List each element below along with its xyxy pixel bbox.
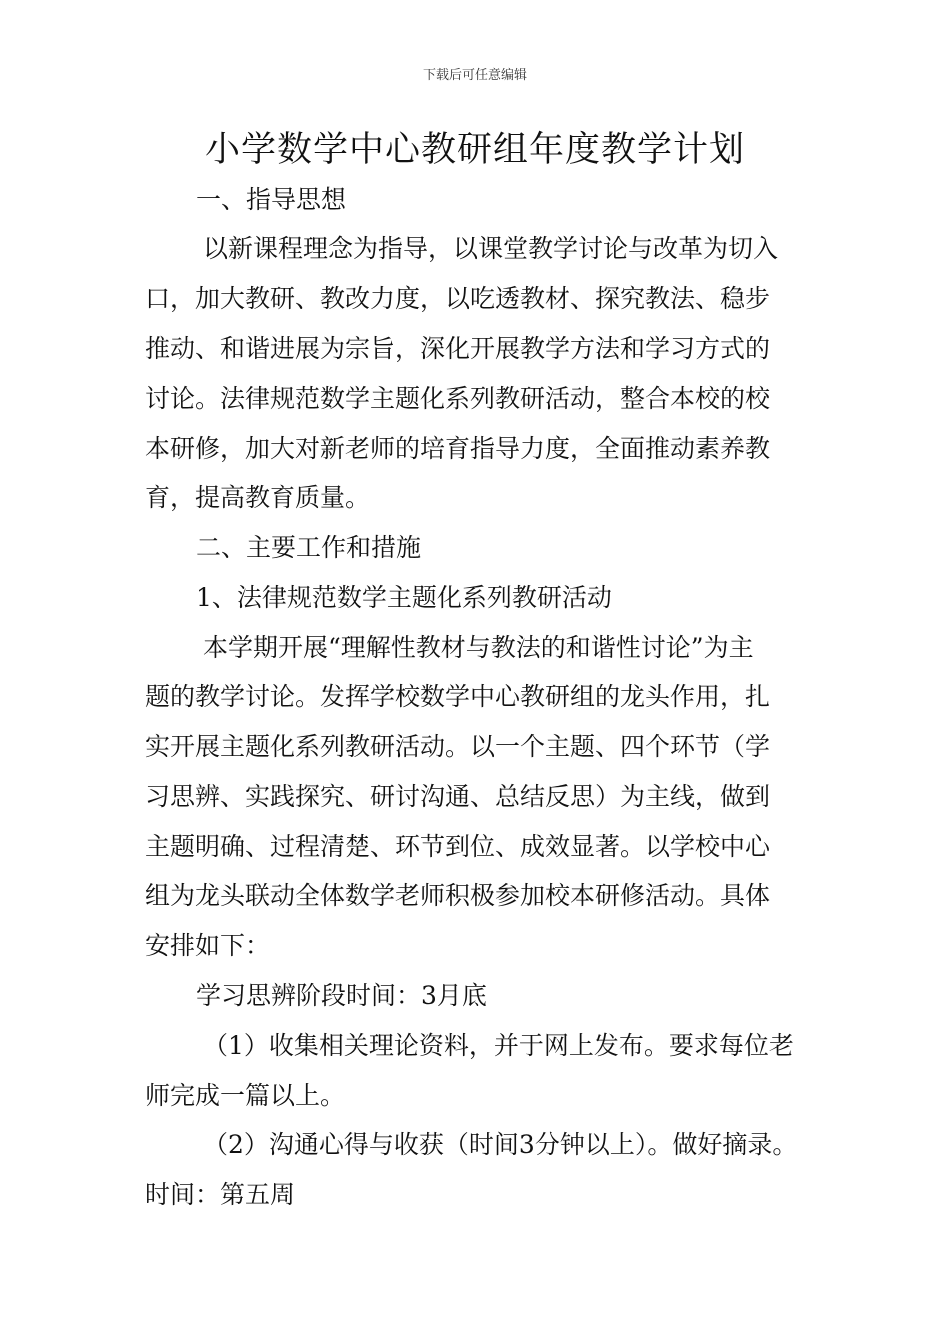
list-item-line: （2）沟通心得与收获（时间3分钟以上）。做好摘录。 <box>203 1130 798 1159</box>
list-item-line: 时间：第五周 <box>145 1180 296 1209</box>
paragraph-line: 以新课程理念为指导，以课堂教学讨论与改革为切入 <box>203 234 779 263</box>
list-item-line: （1）收集相关理论资料，并于网上发布。要求每位老 <box>203 1031 794 1060</box>
header-note: 下载后可任意编辑 <box>422 68 527 83</box>
paragraph-line: 育，提高教育质量。 <box>145 483 371 512</box>
section-heading-guiding-thought: 一、指导思想 <box>196 185 347 214</box>
paragraph-line: 口，加大教研、教改力度，以吃透教材、探究教法、稳步 <box>145 284 771 313</box>
paragraph-line: 主题明确、过程清楚、环节到位、成效显著。以学校中心 <box>145 832 771 861</box>
paragraph-line: 题的教学讨论。发挥学校数学中心教研组的龙头作用，扎 <box>145 682 771 711</box>
stage-heading: 学习思辨阶段时间：3月底 <box>196 981 487 1010</box>
paragraph-line: 推动、和谐进展为宗旨，深化开展教学方法和学习方式的 <box>145 334 771 363</box>
section-heading-main-work: 二、主要工作和措施 <box>196 533 422 562</box>
paragraph-line: 安排如下： <box>145 931 271 960</box>
paragraph-line: 本研修，加大对新老师的培育指导力度，全面推动素养教 <box>145 434 771 463</box>
document-title: 小学数学中心教研组年度教学计划 <box>204 130 745 170</box>
subsection-heading: 1、法律规范数学主题化系列教研活动 <box>196 583 612 612</box>
list-item-line: 师完成一篇以上。 <box>145 1081 346 1110</box>
paragraph-line: 讨论。法律规范数学主题化系列教研活动，整合本校的校 <box>145 384 771 413</box>
paragraph-line: 习思辨、实践探究、研讨沟通、总结反思）为主线，做到 <box>145 782 771 811</box>
paragraph-line: 本学期开展“理解性教材与教法的和谐性讨论”为主 <box>203 633 754 662</box>
paragraph-line: 组为龙头联动全体数学老师积极参加校本研修活动。具体 <box>145 881 771 910</box>
paragraph-line: 实开展主题化系列教研活动。以一个主题、四个环节（学 <box>145 732 771 761</box>
